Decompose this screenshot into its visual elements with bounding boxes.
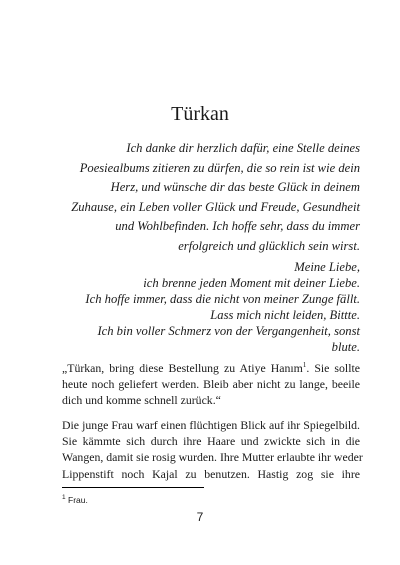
paragraph-line: Lippenstift noch Kajal zu benutzen. Hastig zog sie ihre <box>62 466 360 481</box>
body-paragraph <box>62 360 360 409</box>
epigraph-line: Poesiealbums zitieren zu dürfen, die so rein ist wie dein <box>79 160 360 175</box>
poem-line: Ich bin voller Schmerz von der Vergangenheit, sonst <box>97 324 360 338</box>
paragraph-text: . Sie sollte <box>306 361 360 375</box>
body-paragraph <box>62 417 363 482</box>
epigraph-line: und Wohlbefinden. Ich hoffe sehr, dass du immer <box>115 219 360 234</box>
poem <box>62 259 360 355</box>
epigraph-line: erfolgreich und glücklich sein wirst. <box>178 238 360 253</box>
epigraph-line: Zuhause, ein Leben voller Glück und Freude, Gesundheit <box>71 199 360 214</box>
page-number: 7 <box>196 510 204 524</box>
footnote-marker: 1 <box>302 361 307 370</box>
epigraph-line: Ich danke dir herzlich dafür, eine Stelle deines <box>126 141 360 155</box>
paragraph-line <box>62 360 360 376</box>
footnote-text: Frau. <box>68 495 88 505</box>
poem-line: Meine Liebe, <box>294 260 360 274</box>
chapter-title: Türkan <box>171 103 229 125</box>
poem-line: blute. <box>331 340 360 354</box>
footnote-number: 1 <box>62 494 66 502</box>
poem-line: Ich hoffe immer, dass die nicht von meiner Zunge fällt. <box>85 292 360 306</box>
poem-line: Lass mich nicht leiden, Bittte. <box>210 308 360 322</box>
poem-line: ich brenne jeden Moment mit deiner Liebe. <box>143 276 360 290</box>
footnote-divider <box>62 487 204 488</box>
paragraph-line: Sie kämmte sich durch ihre Haare und zwickte sich in die <box>62 434 360 449</box>
epigraph <box>62 139 360 257</box>
paragraph-text: „Türkan, bring diese Bestellung zu Atiye Hanım <box>62 361 303 375</box>
footnote <box>62 494 88 506</box>
paragraph-line: Wangen, damit sie rosig wurden. Ihre Mutter erlaubte ihr weder <box>62 450 363 465</box>
paragraph-line: dich und komme schnell zurück.“ <box>62 393 221 408</box>
paragraph-line: Die junge Frau warf einen flüchtigen Blick auf ihr Spiegelbild. <box>62 418 360 432</box>
paragraph-line: heute noch geliefert werden. Bleib aber nicht zu lange, beeile <box>62 377 360 392</box>
epigraph-line: Herz, und wünsche dir das beste Glück in deinem <box>110 180 360 195</box>
